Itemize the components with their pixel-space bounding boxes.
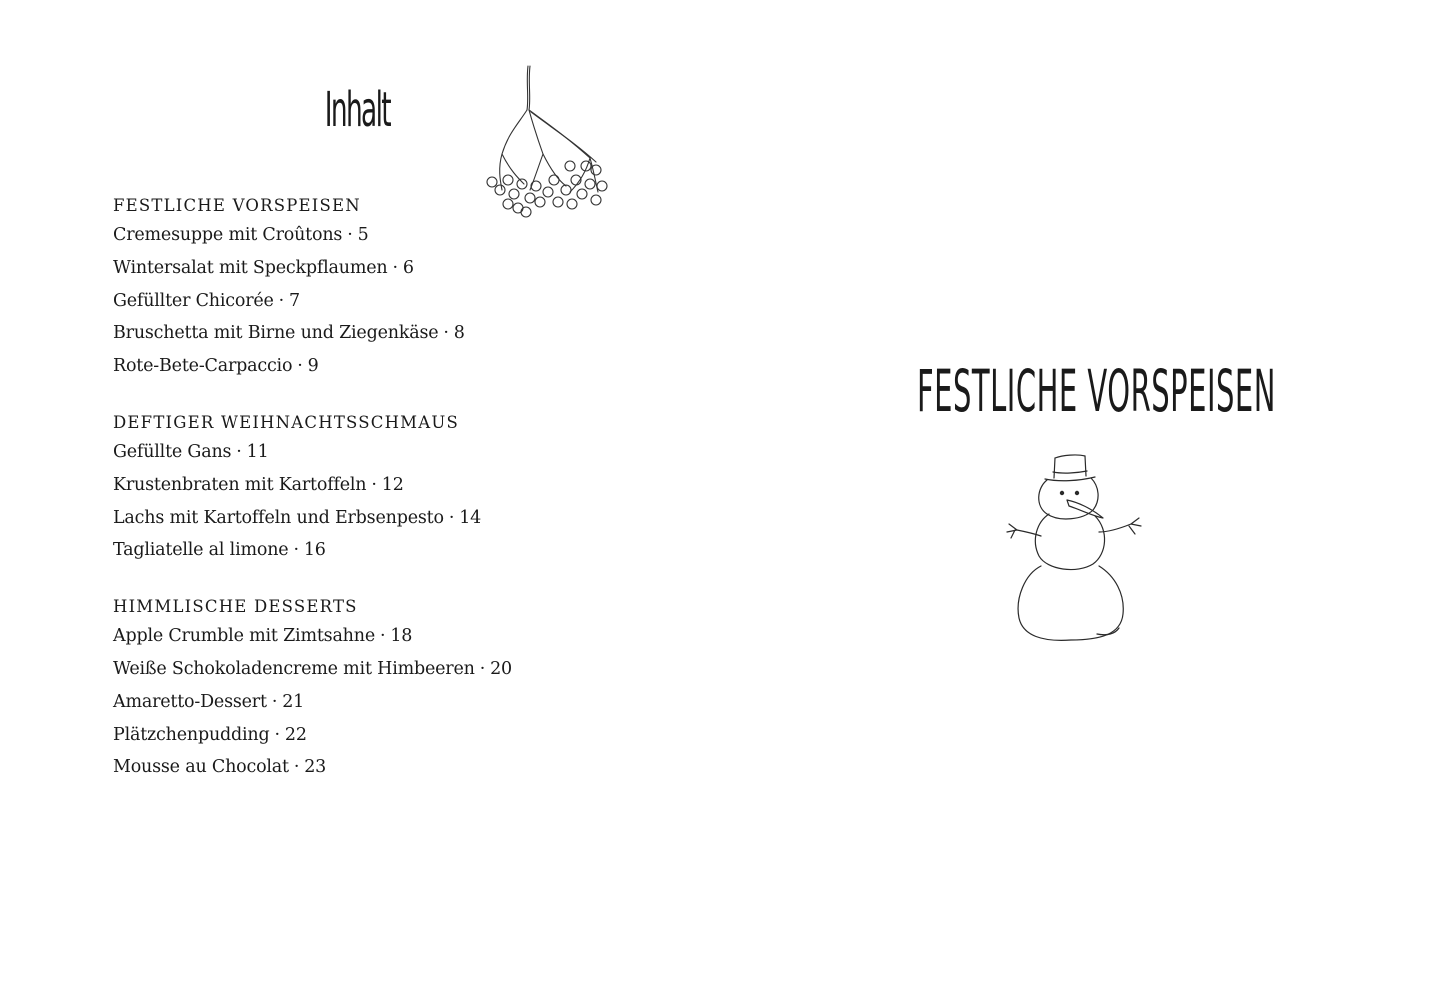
toc-entry[interactable] <box>113 751 673 784</box>
entry-page: 9 <box>307 356 319 377</box>
entry-name: Wintersalat mit Speckpflaumen <box>113 257 388 278</box>
toc-entry[interactable] <box>113 502 673 535</box>
entry-separator: · <box>297 356 303 377</box>
entry-page: 23 <box>304 757 327 778</box>
right-page <box>717 0 1435 1000</box>
entry-page: 5 <box>357 225 369 245</box>
entry-separator: · <box>293 757 300 778</box>
entry-separator: · <box>443 323 449 344</box>
left-page <box>0 0 717 1000</box>
entry-name: Gefüllter Chicorée <box>113 290 274 311</box>
entry-page: 11 <box>246 441 269 462</box>
entry-page: 21 <box>282 691 305 712</box>
toc-entry[interactable] <box>113 317 673 350</box>
entry-name: Cremesuppe mit Croûtons <box>113 225 343 245</box>
toc-entry[interactable] <box>113 620 673 653</box>
entry-separator: · <box>379 626 386 647</box>
toc-entry[interactable] <box>113 534 673 567</box>
toc-entry[interactable] <box>113 350 673 383</box>
toc-section <box>113 192 673 383</box>
entry-separator: · <box>371 474 377 495</box>
entry-name: Apple Crumble mit Zimtsahne <box>113 626 375 647</box>
entry-separator: · <box>347 225 353 245</box>
entry-separator: · <box>236 441 242 462</box>
entry-page: 22 <box>284 724 307 745</box>
entry-name: Amaretto-Dessert <box>113 691 267 712</box>
entry-separator: · <box>274 724 280 745</box>
snowman-icon <box>997 448 1147 648</box>
entry-page: 8 <box>453 323 465 344</box>
section-heading: FESTLICHE VORSPEISEN <box>113 196 361 215</box>
entry-separator: · <box>392 257 398 278</box>
entry-name: Mousse au Chocolat <box>113 757 289 778</box>
toc-entry[interactable] <box>113 285 673 318</box>
entry-name: Rote-Bete-Carpaccio <box>113 356 293 377</box>
toc-section <box>113 593 673 784</box>
chapter-title-text: FESTLICHE VORSPEISEN <box>917 357 1276 425</box>
entry-separator: · <box>479 658 486 679</box>
toc-entry[interactable] <box>113 252 673 285</box>
toc-entry[interactable] <box>113 686 673 719</box>
entry-separator: · <box>448 507 455 528</box>
entry-name: Plätzchenpudding <box>113 724 270 745</box>
toc-entry[interactable] <box>113 469 673 502</box>
entry-name: Gefüllte Gans <box>113 441 232 462</box>
entry-name: Bruschetta mit Birne und Ziegenkäse <box>113 323 439 344</box>
entry-name: Krustenbraten mit Kartoffeln <box>113 474 367 495</box>
entry-name: Weiße Schokoladencreme mit Himbeeren <box>113 658 475 679</box>
table-of-contents <box>113 192 673 810</box>
toc-entry[interactable] <box>113 653 673 686</box>
entry-separator: · <box>293 540 299 561</box>
entry-page: 7 <box>289 290 300 311</box>
entry-page: 16 <box>303 540 326 561</box>
toc-section <box>113 409 673 567</box>
entry-page: 20 <box>490 658 512 679</box>
toc-entry[interactable] <box>113 219 673 252</box>
entry-page: 18 <box>390 626 413 647</box>
section-heading: DEFTIGER WEIHNACHTSSCHMAUS <box>113 412 459 432</box>
section-heading: HIMMLISCHE DESSERTS <box>113 597 358 617</box>
entry-page: 12 <box>381 474 404 495</box>
toc-title: Inhalt <box>324 82 390 138</box>
entry-page: 14 <box>459 507 482 528</box>
entry-separator: · <box>271 691 278 712</box>
entry-name: Tagliatelle al limone <box>113 540 289 561</box>
toc-entry[interactable] <box>113 719 673 752</box>
entry-page: 6 <box>402 257 414 278</box>
entry-name: Lachs mit Kartoffeln und Erbsenpesto <box>113 507 444 528</box>
toc-entry[interactable] <box>113 436 673 469</box>
chapter-title <box>917 357 1276 425</box>
entry-separator: · <box>278 290 285 311</box>
